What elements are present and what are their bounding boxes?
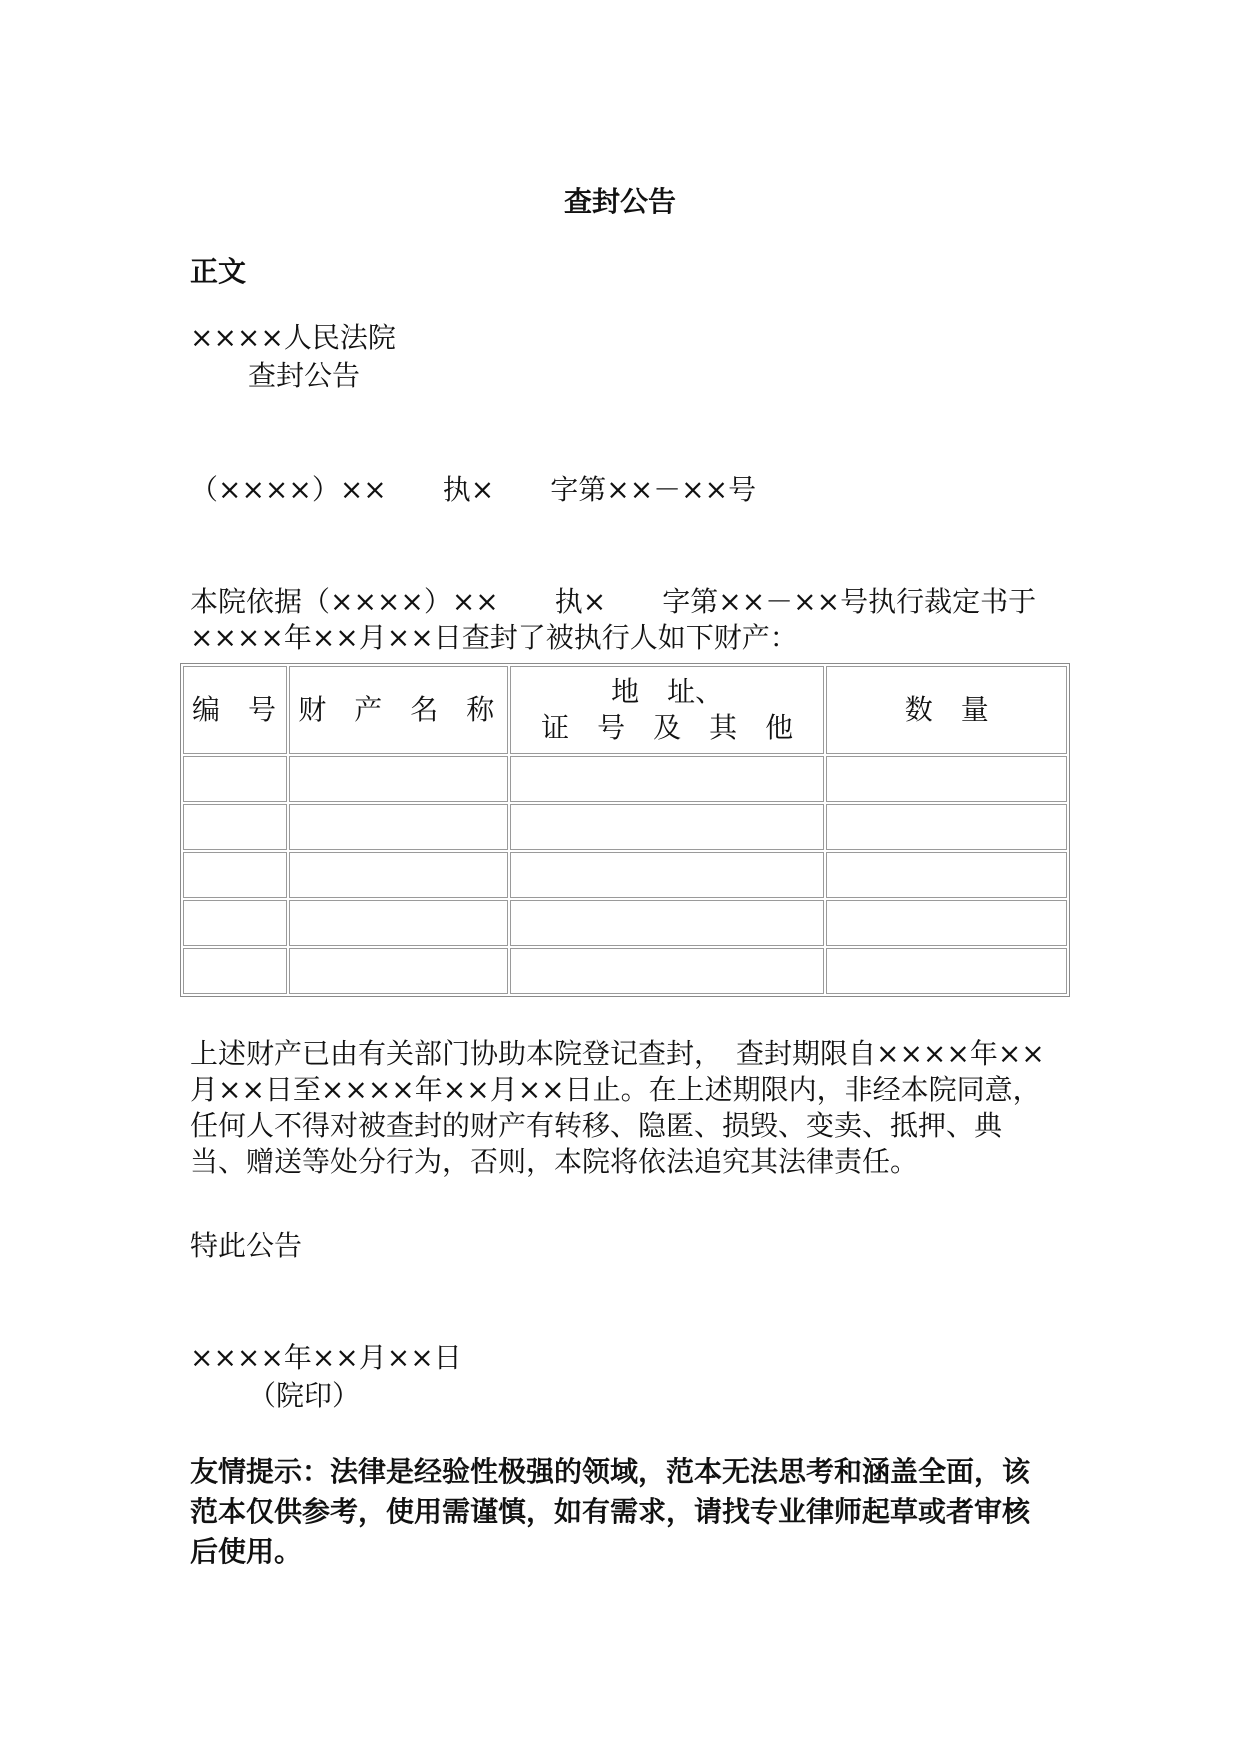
table-cell <box>510 756 825 802</box>
table-row <box>183 756 1067 802</box>
court-name: ××××人民法院 <box>190 321 396 354</box>
table-cell <box>826 948 1067 994</box>
header-property-name: 财 产 名 称 <box>289 666 507 754</box>
table-cell <box>826 852 1067 898</box>
table-row <box>183 804 1067 850</box>
court-seal-text: （院印） <box>248 1379 361 1412</box>
table-row <box>183 948 1067 994</box>
table-cell <box>183 900 287 946</box>
header-address <box>510 666 825 754</box>
table-cell <box>289 852 507 898</box>
section-label: 正文 <box>190 255 247 288</box>
table-cell <box>183 756 287 802</box>
table-row <box>183 852 1067 898</box>
table-cell <box>510 852 825 898</box>
property-table <box>180 663 1070 997</box>
table-cell <box>289 756 507 802</box>
header-address-line2: 证 号 及 其 他 <box>541 711 794 744</box>
friendly-tip: 友情提示：法律是经验性极强的领域，范本无法思考和涵盖全面，该范本仅供参考，使用需谨慎，如有需求，请找专业律师起草或者审核后使用。 <box>190 1455 1031 1568</box>
table-cell <box>183 948 287 994</box>
intro-paragraph: 本院依据（××××）×× 执× 字第××－××号执行裁定书于××××年××月××日查封了被执行人如下财产： <box>190 585 1037 654</box>
table-cell <box>826 900 1067 946</box>
table-cell <box>510 900 825 946</box>
table-cell <box>183 852 287 898</box>
table-cell <box>289 804 507 850</box>
document-title: 查封公告 <box>563 185 676 218</box>
document-date: ××××年××月××日 <box>190 1341 462 1374</box>
table-cell <box>289 900 507 946</box>
header-number: 编 号 <box>183 666 287 754</box>
body-paragraph: 上述财产已由有关部门协助本院登记查封， 查封期限自××××年××月××日至××××年××月××日止。在上述期限内，非经本院同意，任何人不得对被查封的财产有转移、隐匿、损毁、变卖、抵押、典当、赠送等处分行为，否则，本院将依法追究其法律责任。 <box>190 1037 1045 1178</box>
closing-line: 特此公告 <box>190 1229 303 1262</box>
table-cell <box>826 804 1067 850</box>
table-cell <box>510 804 825 850</box>
table-cell <box>826 756 1067 802</box>
header-address-line1: 地 址、 <box>611 675 724 708</box>
notice-subtitle: 查封公告 <box>248 359 361 392</box>
case-number: （××××）×× 执× 字第××－××号 <box>190 473 757 506</box>
table-cell <box>510 948 825 994</box>
table-header-row <box>183 666 1067 754</box>
table-row <box>183 900 1067 946</box>
table-cell <box>183 804 287 850</box>
table-cell <box>289 948 507 994</box>
header-quantity: 数 量 <box>826 666 1067 754</box>
